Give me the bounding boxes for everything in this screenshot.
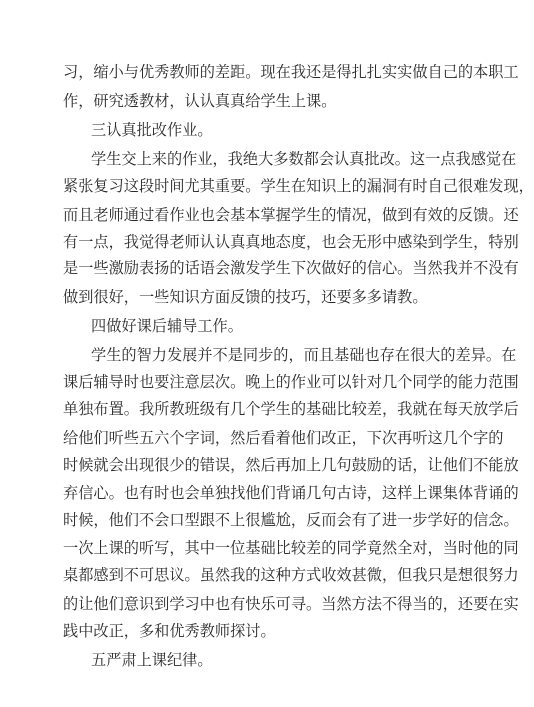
text-line: 一次上课的听写，其中一位基础比较差的同学竟然全对，当时他的同	[63, 539, 519, 557]
text-line: 学生交上来的作业，我绝大多数都会认真批改。这一点我感觉在	[91, 150, 517, 168]
text-line: 做到很好，一些知识方面反馈的技巧，还要多多请教。	[63, 288, 428, 306]
text-line: 学生的智力发展并不是同步的，而且基础也存在很大的差异。在	[91, 346, 517, 364]
section-heading: 四做好课后辅导工作。	[91, 317, 243, 335]
text-line: 是一些激励表扬的话语会激发学生下次做好的信心。当然我并不没有	[63, 259, 519, 277]
text-line: 习，缩小与优秀教师的差距。现在我还是得扎扎实实做自己的本职工	[63, 63, 519, 81]
text-line: 给他们听些五六个字词，然后看着他们改正，下次再听这几个字的	[63, 429, 504, 447]
section-heading: 五严肃上课纪律。	[91, 651, 213, 669]
text-line: 桌都感到不可思议。虽然我的这种方式收效甚微，但我只是想很努力	[63, 566, 519, 584]
text-line: 时候，他们不会口型跟不上很尴尬，反而会有了进一步学好的信念。	[63, 511, 519, 529]
text-line: 践中改正，多和优秀教师探讨。	[63, 622, 276, 640]
text-line: 时候就会出现很少的错误，然后再加上几句鼓励的话，让他们不能放	[63, 456, 519, 474]
text-line: 弃信心。也有时也会单独找他们背诵几句古诗，这样上课集体背诵的	[63, 484, 519, 502]
text-line: 而且老师通过看作业也会基本掌握学生的情况，做到有效的反馈。还	[63, 206, 519, 224]
text-line: 作，研究透教材，认认真真给学生上课。	[63, 92, 337, 110]
section-heading: 三认真批改作业。	[91, 121, 213, 139]
text-line: 紧张复习这段时间尤其重要。学生在知识上的漏洞有时自己很难发现，	[63, 177, 534, 195]
text-line: 单独布置。我所教班级有几个学生的基础比较差，我就在每天放学后	[63, 400, 519, 418]
text-line: 有一点，我觉得老师认认真真地态度，也会无形中感染到学生，特别	[63, 233, 519, 251]
text-line: 的让他们意识到学习中也有快乐可寻。当然方法不得当的，还要在实	[63, 595, 519, 613]
text-line: 课后辅导时也要注意层次。晚上的作业可以针对几个同学的能力范围	[63, 373, 519, 391]
